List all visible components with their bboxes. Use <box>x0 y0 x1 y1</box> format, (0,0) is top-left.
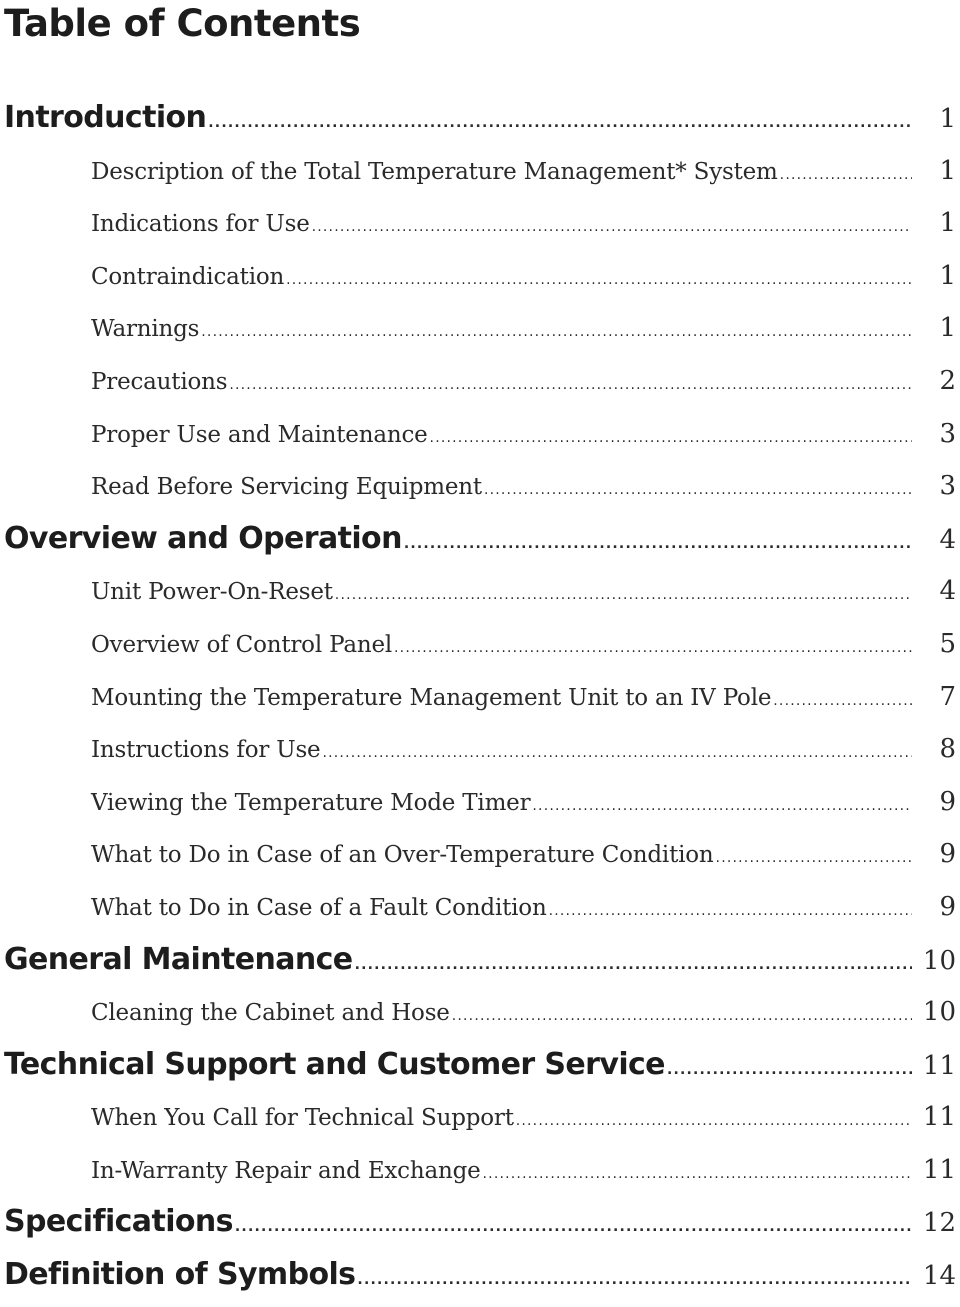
toc-entry-label: Viewing the Temperature Mode Timer <box>91 789 531 816</box>
toc-entry-label: Instructions for Use <box>91 737 321 764</box>
dot-leader <box>484 464 912 517</box>
toc-entry-page-number: 9 <box>939 891 956 922</box>
toc-subsection-entry[interactable] <box>0 828 960 881</box>
toc-entry-page-number: 5 <box>939 628 956 659</box>
toc-entry-page-number: 1 <box>939 155 956 186</box>
toc-entry-label: Cleaning the Cabinet and Hose <box>91 1000 450 1027</box>
toc-entry-page-number: 11 <box>922 1050 956 1081</box>
dot-leader <box>667 1044 912 1097</box>
toc-subsection-entry[interactable] <box>0 250 960 303</box>
toc-section-entry[interactable] <box>0 92 960 145</box>
toc-subsection-entry[interactable] <box>0 1091 960 1144</box>
toc-entry-label: Definition of Symbols <box>4 1257 356 1293</box>
toc-entry-page-number: 10 <box>922 945 956 976</box>
dot-leader <box>335 569 912 622</box>
toc-entry-label: Indications for Use <box>91 211 310 238</box>
dot-leader <box>201 306 912 359</box>
dot-leader <box>394 622 912 675</box>
toc-entry-page-number: 11 <box>922 1154 956 1185</box>
toc-entry-page-number: 8 <box>939 734 956 765</box>
toc-section-entry[interactable] <box>0 1249 960 1302</box>
toc-entry-label: Overview and Operation <box>4 520 402 556</box>
table-of-contents <box>0 92 960 1302</box>
toc-entry-label: Read Before Servicing Equipment <box>91 474 482 501</box>
dot-leader <box>483 1148 912 1201</box>
toc-subsection-entry[interactable] <box>0 671 960 724</box>
toc-entry-label: Mounting the Temperature Management Unit to an IV Pole <box>91 684 772 711</box>
toc-subsection-entry[interactable] <box>0 618 960 671</box>
dot-leader <box>780 149 912 202</box>
dot-leader <box>322 727 912 780</box>
toc-entry-label: Specifications <box>4 1204 233 1240</box>
toc-entry-page-number: 4 <box>939 524 956 555</box>
toc-entry-page-number: 3 <box>939 418 956 449</box>
toc-section-entry[interactable] <box>0 934 960 987</box>
toc-entry-label: Precautions <box>91 368 228 395</box>
toc-subsection-entry[interactable] <box>0 565 960 618</box>
dot-leader <box>516 1095 912 1148</box>
toc-entry-label: When You Call for Technical Support <box>91 1105 514 1132</box>
toc-entry-page-number: 9 <box>939 839 956 870</box>
dot-leader <box>452 990 912 1043</box>
dot-leader <box>208 97 912 150</box>
dot-leader <box>430 412 912 465</box>
dot-leader <box>716 832 912 885</box>
toc-entry-label: Description of the Total Temperature Management* System <box>91 158 778 185</box>
dot-leader <box>357 1254 912 1307</box>
dot-leader <box>355 939 912 992</box>
toc-entry-page-number: 3 <box>939 471 956 502</box>
toc-entry-label: Technical Support and Customer Service <box>4 1046 665 1082</box>
toc-entry-page-number: 1 <box>939 260 956 291</box>
toc-entry-page-number: 7 <box>939 681 956 712</box>
toc-entry-page-number: 1 <box>939 313 956 344</box>
toc-subsection-entry[interactable] <box>0 776 960 829</box>
dot-leader <box>235 1201 912 1254</box>
toc-entry-page-number: 14 <box>922 1261 956 1292</box>
toc-entry-page-number: 10 <box>922 997 956 1028</box>
dot-leader <box>286 254 912 307</box>
toc-section-entry[interactable] <box>0 1196 960 1249</box>
toc-entry-page-number: 2 <box>939 365 956 396</box>
toc-subsection-entry[interactable] <box>0 408 960 461</box>
page-title: Table of Contents <box>4 2 361 45</box>
toc-entry-label: Introduction <box>4 100 207 135</box>
toc-subsection-entry[interactable] <box>0 986 960 1039</box>
toc-entry-label: In-Warranty Repair and Exchange <box>91 1157 481 1184</box>
dot-leader <box>404 518 912 571</box>
toc-subsection-entry[interactable] <box>0 302 960 355</box>
toc-entry-page-number: 1 <box>939 104 956 134</box>
dot-leader <box>312 201 912 254</box>
dot-leader <box>532 780 912 833</box>
toc-entry-label: What to Do in Case of a Fault Condition <box>91 894 547 921</box>
toc-subsection-entry[interactable] <box>0 460 960 513</box>
toc-entry-page-number: 4 <box>939 576 956 607</box>
toc-entry-label: General Maintenance <box>4 941 353 977</box>
toc-subsection-entry[interactable] <box>0 197 960 250</box>
toc-entry-page-number: 12 <box>922 1208 956 1239</box>
toc-subsection-entry[interactable] <box>0 1144 960 1197</box>
dot-leader <box>549 885 912 938</box>
dot-leader <box>229 359 912 412</box>
toc-subsection-entry[interactable] <box>0 723 960 776</box>
toc-subsection-entry[interactable] <box>0 355 960 408</box>
toc-entry-label: Overview of Control Panel <box>91 631 393 658</box>
toc-section-entry[interactable] <box>0 513 960 566</box>
toc-entry-page-number: 9 <box>939 786 956 817</box>
toc-subsection-entry[interactable] <box>0 881 960 934</box>
toc-entry-page-number: 11 <box>922 1102 956 1133</box>
toc-entry-label: Warnings <box>91 316 200 343</box>
toc-subsection-entry[interactable] <box>0 145 960 198</box>
toc-entry-label: Contraindication <box>91 263 285 290</box>
toc-entry-label: Proper Use and Maintenance <box>91 421 428 448</box>
toc-section-entry[interactable] <box>0 1039 960 1092</box>
toc-entry-label: What to Do in Case of an Over-Temperature Condition <box>91 842 714 869</box>
toc-entry-label: Unit Power-On-Reset <box>91 579 333 606</box>
dot-leader <box>773 675 912 728</box>
toc-entry-page-number: 1 <box>939 208 956 239</box>
